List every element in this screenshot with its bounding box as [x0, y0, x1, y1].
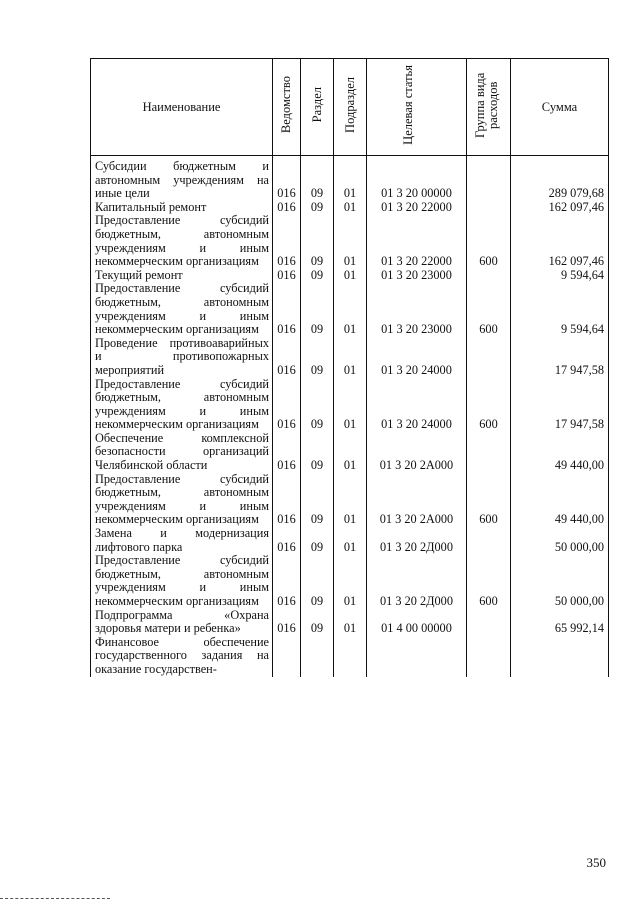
cell-sum: 17 947,58	[511, 378, 609, 432]
cell-section: 09	[301, 473, 334, 527]
cell-dept	[273, 636, 301, 677]
cell-section: 09	[301, 156, 334, 201]
cell-dept: 016	[273, 282, 301, 336]
cell-name: Предоставление субсидий бюджетным, автономным учреждениям и иным некоммерческим организациям	[91, 473, 273, 527]
cell-group: 600	[467, 554, 511, 608]
cell-sum: 49 440,00	[511, 432, 609, 473]
cell-target: 01 3 20 23000	[367, 282, 467, 336]
table-row	[91, 214, 609, 268]
cell-section: 09	[301, 378, 334, 432]
table-row	[91, 636, 609, 677]
cell-name: Финансовое обеспечение государственного задания на оказание государствен-	[91, 636, 273, 677]
cell-target: 01 3 20 23000	[367, 269, 467, 283]
table-row	[91, 527, 609, 554]
table-row	[91, 609, 609, 636]
cell-name: Обеспечение комплексной безопасности организаций Челябинской области	[91, 432, 273, 473]
cell-name: Замена и модернизация лифтового парка	[91, 527, 273, 554]
header-section: Раздел	[301, 59, 334, 156]
header-sum: Сумма	[511, 59, 609, 156]
table-row	[91, 269, 609, 283]
cell-dept: 016	[273, 337, 301, 378]
cell-section: 09	[301, 554, 334, 608]
cell-group	[467, 636, 511, 677]
cell-sum: 65 992,14	[511, 609, 609, 636]
cell-dept: 016	[273, 378, 301, 432]
cell-sum: 17 947,58	[511, 337, 609, 378]
budget-table	[90, 58, 609, 677]
cell-name: Предоставление субсидий бюджетным, автономным учреждениям и иным некоммерческим организациям	[91, 554, 273, 608]
table-body	[91, 156, 609, 677]
table-row	[91, 554, 609, 608]
cell-subsection: 01	[334, 201, 367, 215]
cell-subsection: 01	[334, 609, 367, 636]
cell-subsection	[334, 636, 367, 677]
cell-name: Текущий ремонт	[91, 269, 273, 283]
cell-target: 01 3 20 24000	[367, 337, 467, 378]
cell-sum: 162 097,46	[511, 201, 609, 215]
cell-dept: 016	[273, 201, 301, 215]
table-row	[91, 473, 609, 527]
cell-target: 01 3 20 2Д000	[367, 527, 467, 554]
cell-sum: 9 594,64	[511, 269, 609, 283]
cell-group	[467, 201, 511, 215]
header-target: Целевая статья	[367, 59, 467, 156]
cell-dept: 016	[273, 269, 301, 283]
cell-subsection: 01	[334, 282, 367, 336]
cell-subsection: 01	[334, 432, 367, 473]
cell-section	[301, 636, 334, 677]
cell-name: Проведение противоаварийных и противопожарных мероприятий	[91, 337, 273, 378]
cell-section: 09	[301, 527, 334, 554]
cell-dept: 016	[273, 432, 301, 473]
cell-dept: 016	[273, 473, 301, 527]
cell-group	[467, 156, 511, 201]
cell-subsection: 01	[334, 527, 367, 554]
cell-subsection: 01	[334, 378, 367, 432]
table-row	[91, 282, 609, 336]
table-row	[91, 156, 609, 201]
cell-group	[467, 432, 511, 473]
cell-subsection: 01	[334, 473, 367, 527]
cell-subsection: 01	[334, 337, 367, 378]
cell-sum	[511, 636, 609, 677]
cell-subsection: 01	[334, 269, 367, 283]
cell-dept: 016	[273, 527, 301, 554]
cell-target: 01 3 20 22000	[367, 214, 467, 268]
cell-group	[467, 609, 511, 636]
cell-group	[467, 527, 511, 554]
cell-group: 600	[467, 378, 511, 432]
cell-target: 01 3 20 24000	[367, 378, 467, 432]
scan-edge-mark	[0, 898, 110, 901]
cell-subsection: 01	[334, 214, 367, 268]
cell-name: Подпрограмма «Охрана здоровья матери и ребенка»	[91, 609, 273, 636]
table-row	[91, 378, 609, 432]
cell-section: 09	[301, 201, 334, 215]
cell-subsection: 01	[334, 554, 367, 608]
cell-dept: 016	[273, 214, 301, 268]
cell-sum: 49 440,00	[511, 473, 609, 527]
header-name: Наименование	[91, 59, 273, 156]
cell-group	[467, 269, 511, 283]
cell-section: 09	[301, 269, 334, 283]
cell-sum: 162 097,46	[511, 214, 609, 268]
cell-name: Субсидии бюджетным и автономным учреждениям на иные цели	[91, 156, 273, 201]
cell-target: 01 3 20 2А000	[367, 473, 467, 527]
cell-name: Предоставление субсидий бюджетным, автономным учреждениям и иным некоммерческим организациям	[91, 214, 273, 268]
cell-subsection: 01	[334, 156, 367, 201]
page-number: 350	[586, 855, 606, 870]
table-header-row	[91, 59, 609, 156]
cell-sum: 50 000,00	[511, 554, 609, 608]
cell-section: 09	[301, 609, 334, 636]
cell-target: 01 3 20 00000	[367, 156, 467, 201]
cell-group	[467, 337, 511, 378]
cell-name: Предоставление субсидий бюджетным, автономным учреждениям и иным некоммерческим организациям	[91, 282, 273, 336]
header-group: Группа вида расходов	[467, 59, 511, 156]
cell-dept: 016	[273, 156, 301, 201]
cell-name: Предоставление субсидий бюджетным, автономным учреждениям и иным некоммерческим организациям	[91, 378, 273, 432]
cell-sum: 9 594,64	[511, 282, 609, 336]
cell-dept: 016	[273, 554, 301, 608]
table-row	[91, 201, 609, 215]
table-row	[91, 432, 609, 473]
cell-section: 09	[301, 337, 334, 378]
cell-group: 600	[467, 473, 511, 527]
cell-target: 01 3 20 22000	[367, 201, 467, 215]
cell-sum: 50 000,00	[511, 527, 609, 554]
cell-dept: 016	[273, 609, 301, 636]
cell-section: 09	[301, 282, 334, 336]
header-subsection: Подраздел	[334, 59, 367, 156]
cell-target	[367, 636, 467, 677]
table-row	[91, 337, 609, 378]
cell-group: 600	[467, 282, 511, 336]
cell-sum: 289 079,68	[511, 156, 609, 201]
cell-group: 600	[467, 214, 511, 268]
cell-section: 09	[301, 432, 334, 473]
cell-section: 09	[301, 214, 334, 268]
cell-target: 01 3 20 2Д000	[367, 554, 467, 608]
header-dept: Ведомство	[273, 59, 301, 156]
cell-name: Капитальный ремонт	[91, 201, 273, 215]
cell-target: 01 3 20 2А000	[367, 432, 467, 473]
cell-target: 01 4 00 00000	[367, 609, 467, 636]
